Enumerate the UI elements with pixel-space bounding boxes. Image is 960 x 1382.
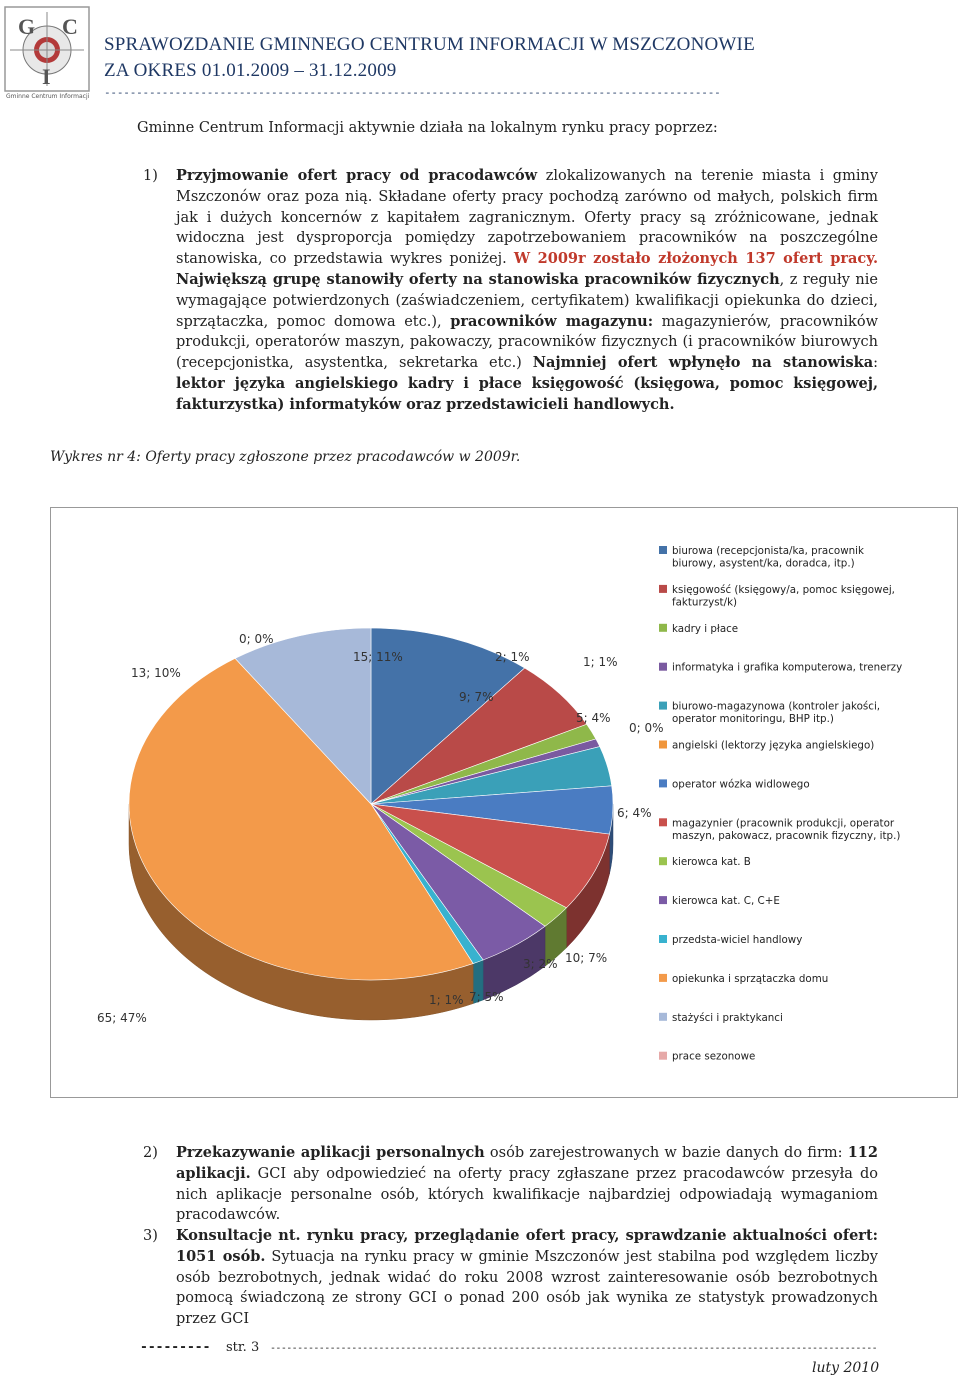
item3-number: 3) <box>143 1228 158 1244</box>
legend-swatch <box>659 974 667 982</box>
pie-data-label: 65; 47% <box>97 1011 147 1025</box>
item1-paragraph <box>176 166 878 416</box>
item1-text-c: , z reguły nie wymagające potwierdzonych (zaświadczeniem, certyfikatem) kwalifikacji opiekunka do dzieci, sprzątaczka, pomoc domowa etc.), <box>176 271 878 330</box>
item1-text-f: Najmniej ofert wpłynęło na stanowiska <box>532 354 874 372</box>
legend-label: fakturzyst/k) <box>672 596 738 609</box>
legend-label: księgowość (księgowy/a, pomoc księgowej, <box>672 583 895 596</box>
legend-label: biurowy, asystent/ka, doradca, itp.) <box>672 557 855 570</box>
pie-data-label: 2; 1% <box>495 650 530 664</box>
pie-data-label: 1; 1% <box>583 655 618 669</box>
item3-text: Sytuacja na rynku pracy w gminie Mszczonów jest stabilna pod względem liczby osób bezrobotnych, jednak widać do roku 2008 wzrost zainteresowanie osób bezrobotnych pomocą świadczoną ze strony GCI o ponad 200 osób jak wynika ze statystyk prowadzonych przez GCI <box>176 1248 878 1328</box>
item2-text-b: GCI aby odpowiedzieć na oferty pracy zgłaszane przez pracodawców przesyła do nich aplikacje personalne osób, których kwalifikacje najbardziej odpowiadają wymaganiom pracodawców. <box>176 1165 878 1224</box>
pie-data-label: 1; 1% <box>429 993 464 1007</box>
legend-label: opiekunka i sprzątaczka domu <box>672 972 829 985</box>
legend-label: kierowca kat. C, C+E <box>672 895 780 908</box>
pie-data-label: 0; 0% <box>629 721 664 735</box>
legend-swatch <box>659 779 667 787</box>
item2-heading: Przekazywanie aplikacji personalnych <box>176 1144 485 1161</box>
pie-data-label: 5; 4% <box>576 711 611 725</box>
pie-data-label: 13; 10% <box>131 666 181 680</box>
logo-letter-i: I <box>42 64 51 89</box>
pie-data-label: 7; 5% <box>469 990 504 1004</box>
item1-heading: Przyjmowanie ofert pracy od pracodawców <box>176 167 538 184</box>
logo-caption: Gminne Centrum Informacji <box>6 93 90 100</box>
legend-swatch <box>659 624 667 632</box>
legend-swatch <box>659 1013 667 1021</box>
pie-data-label: 9; 7% <box>459 690 494 704</box>
item1-text-d: pracowników magazynu: <box>450 312 654 330</box>
legend-label: biurowo-magazynowa (kontroler jakości, <box>672 700 881 713</box>
legend-label: przedsta-wiciel handlowy <box>672 934 803 946</box>
legend-label: informatyka i grafika komputerowa, trenerzy <box>672 661 903 674</box>
item2-paragraph <box>176 1143 878 1226</box>
pie-legend <box>659 545 902 1063</box>
legend-label: maszyn, pakowacz, pracownik fizyczny, itp.) <box>672 829 901 842</box>
pie-chart <box>50 507 958 1098</box>
header-rule: ------------------------------------------------------------------------------------------------ <box>104 86 721 99</box>
item3-paragraph <box>176 1226 878 1330</box>
item2-number: 2) <box>143 1145 158 1161</box>
pie-data-label: 15; 11% <box>353 650 403 664</box>
pie-data-label: 3; 2% <box>523 957 558 971</box>
pie-chart-svg <box>51 508 957 1097</box>
item1-text-h: lektor języka angielskiego kadry i płace księgowość (księgowa, pomoc księgowej, fakturzystka) informatyków oraz przedstawicieli handlowych. <box>176 374 878 413</box>
report-title: SPRAWOZDANIE GMINNEGO CENTRUM INFORMACJI W MSZCZONOWIE <box>104 34 755 55</box>
legend-label: biurowa (recepcjonista/ka, pracownik <box>672 545 864 557</box>
item1-offer-count: W 2009r zostało złożonych 137 ofert pracy. <box>513 250 879 268</box>
legend-label: prace sezonowe <box>672 1050 756 1063</box>
legend-label: angielski (lektorzy języka angielskiego) <box>672 739 875 752</box>
footer-page-number: str. 3 <box>226 1340 260 1355</box>
pie-data-label: 0; 0% <box>239 632 274 646</box>
item1-text-a: zlokalizowanych na terenie miasta i gminy Mszczonów oraz poza nią. Składane oferty pracy pochodzą zarówno od małych, polskich firm jak i dużych koncernów z kapitałem zagranicznym. Oferty pracy są zróżnicowane, jednak widoczna jest dysproporcja pomiędzy zapotrzebowaniem pracowników na poszczególne stanowiska, co przedstawia wykres poniżej. <box>176 168 878 268</box>
item1-number: 1) <box>143 168 158 184</box>
legend-label: magazynier (pracownik produkcji, operator <box>672 817 895 830</box>
footer-right-rule: ---------------------------------------------------------------------------------------------------------------- <box>270 1343 878 1354</box>
legend-swatch <box>659 663 667 671</box>
legend-swatch <box>659 585 667 593</box>
legend-swatch <box>659 935 667 943</box>
pie-data-label: 6; 4% <box>617 806 652 820</box>
intro-text: Gminne Centrum Informacji aktywnie działa na lokalnym rynku pracy poprzez: <box>137 120 718 136</box>
legend-label: kierowca kat. B <box>672 856 751 869</box>
legend-label: kadry i płace <box>672 622 739 635</box>
legend-swatch <box>659 546 667 554</box>
legend-label: stażyści i praktykanci <box>672 1011 783 1024</box>
legend-swatch <box>659 702 667 710</box>
item3-heading: Konsultacje nt. rynku pracy, przeglądanie ofert pracy, sprawdzanie aktualności ofert: 1051 osób. <box>176 1227 878 1265</box>
legend-swatch <box>659 857 667 865</box>
item1-text-g: : <box>873 355 878 372</box>
legend-label: operator monitoringu, BHP itp.) <box>672 713 834 726</box>
item1-text-b: Największą grupę stanowiły oferty na stanowiska pracowników fizycznych <box>176 270 780 288</box>
logo-letter-g: G <box>18 14 36 39</box>
pie-tops <box>129 628 613 980</box>
report-period: ZA OKRES 01.01.2009 – 31.12.2009 <box>104 60 397 81</box>
footer-left-rule: --------- <box>140 1340 211 1355</box>
pie-data-label: 10; 7% <box>565 951 608 965</box>
legend-swatch <box>659 1052 667 1060</box>
legend-label: operator wózka widlowego <box>672 778 810 791</box>
item1-text-e: magazynierów, pracowników produkcji, operatorów maszyn, pakowaczy, pracowników fizycznych (i pracowników biurowych (recepcjonistka, asystentka, sekretarka etc.) <box>176 313 878 372</box>
item2-count: 112 aplikacji. <box>176 1144 878 1182</box>
logo-letter-c: C <box>62 14 78 39</box>
chart-caption: Wykres nr 4: Oferty pracy zgłoszone przez pracodawców w 2009r. <box>50 449 521 465</box>
gci-logo <box>4 6 90 100</box>
footer-date: luty 2010 <box>812 1360 880 1376</box>
legend-swatch <box>659 896 667 904</box>
item2-text-a: osób zarejestrowanych w bazie danych do firm: <box>484 1145 848 1161</box>
legend-swatch <box>659 818 667 826</box>
legend-swatch <box>659 741 667 749</box>
